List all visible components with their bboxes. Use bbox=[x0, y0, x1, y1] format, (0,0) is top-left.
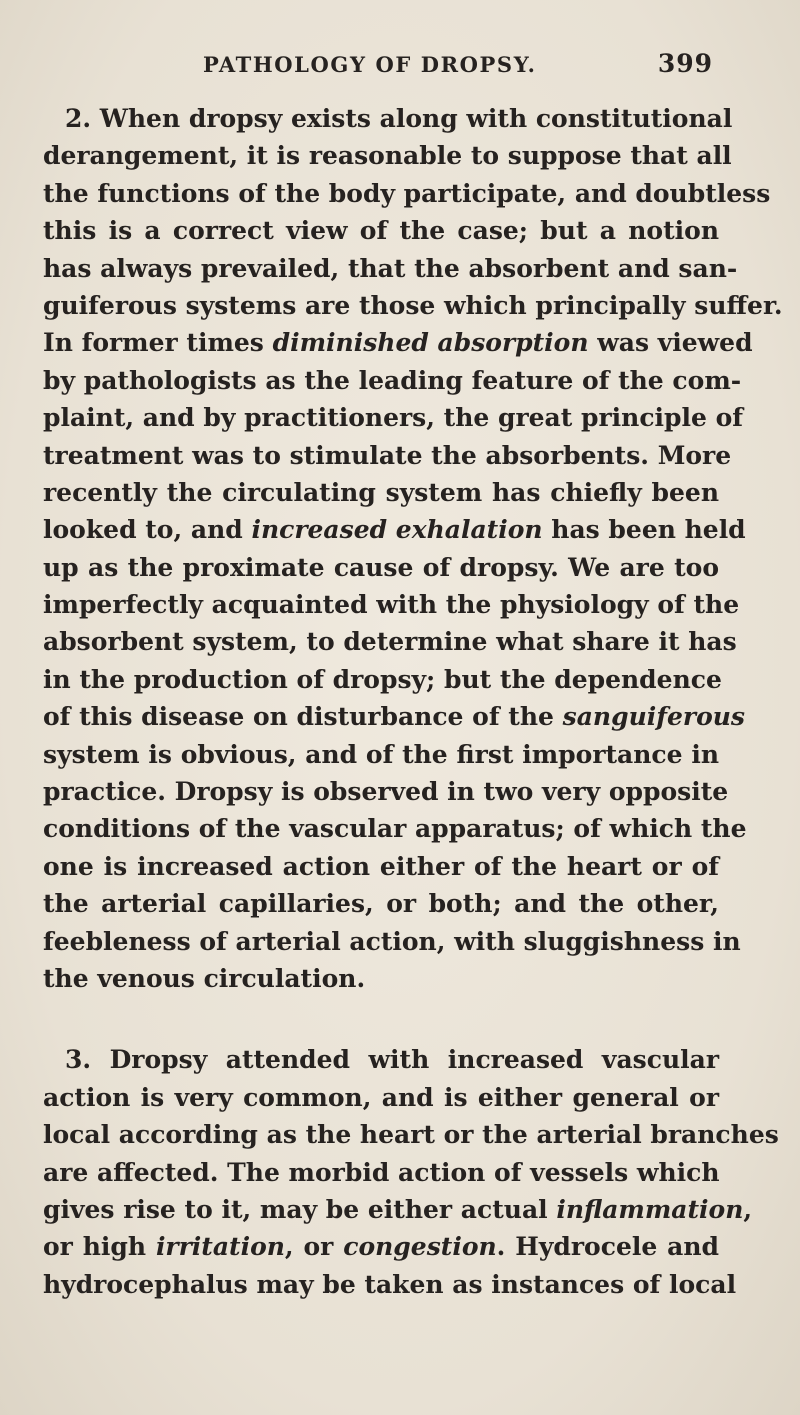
paragraph-2 bbox=[43, 100, 783, 997]
text-line: In former times diminished absorption was viewed bbox=[43, 328, 753, 358]
text-line: this is a correct view of the case; but a notion bbox=[43, 216, 719, 246]
paragraph-3 bbox=[43, 1041, 779, 1303]
text-line: gives rise to it, may be either actual inflammation, bbox=[43, 1194, 753, 1224]
text-line: action is very common, and is either general or bbox=[43, 1082, 719, 1112]
page-number: 399 bbox=[657, 49, 713, 78]
text-line: imperfectly acquainted with the physiology of the bbox=[43, 590, 740, 620]
text-line: conditions of the vascular apparatus; of which the bbox=[43, 814, 747, 844]
page-header bbox=[203, 49, 713, 82]
body-text bbox=[43, 100, 783, 1303]
text-line: in the production of dropsy; but the dependence bbox=[43, 664, 722, 694]
text-line: guiferous systems are those which principally suffer. bbox=[43, 290, 783, 320]
text-line: recently the circulating system has chiefly been bbox=[43, 477, 719, 507]
text-line: absorbent system, to determine what share it has bbox=[43, 627, 737, 657]
text-line: looked to, and increased exhalation has been held bbox=[43, 515, 746, 545]
text-line: 2. When dropsy exists along with constitutional bbox=[65, 104, 733, 133]
running-title: PATHOLOGY OF DROPSY. bbox=[203, 52, 537, 77]
text-line: derangement, it is reasonable to suppose that all bbox=[43, 141, 732, 171]
text-line: 3. Dropsy attended with increased vascular bbox=[65, 1045, 719, 1075]
text-line: of this disease on disturbance of the sanguiferous bbox=[43, 702, 746, 732]
text-line: the venous circulation. bbox=[43, 963, 366, 993]
text-line: feebleness of arterial action, with sluggishness in bbox=[43, 926, 741, 956]
text-line: up as the proximate cause of dropsy. We are too bbox=[43, 552, 719, 582]
text-line: plaint, and by practitioners, the great principle of bbox=[43, 403, 744, 433]
text-line: hydrocephalus may be taken as instances of local bbox=[43, 1269, 737, 1299]
text-line: by pathologists as the leading feature of the com- bbox=[43, 365, 742, 395]
text-line: practice. Dropsy is observed in two very opposite bbox=[43, 777, 729, 807]
text-line: the functions of the body participate, and doubtless bbox=[43, 178, 771, 208]
text-line: are affected. The morbid action of vessels which bbox=[43, 1157, 720, 1187]
text-line: the arterial capillaries, or both; and the other, bbox=[43, 889, 719, 919]
text-line: has always prevailed, that the absorbent and san- bbox=[43, 253, 738, 283]
text-line: one is increased action either of the heart or of bbox=[43, 851, 719, 881]
text-line: system is obvious, and of the first importance in bbox=[43, 739, 719, 769]
text-line: or high irritation, or congestion. Hydrocele and bbox=[43, 1232, 719, 1262]
paragraph-gap bbox=[43, 997, 719, 1041]
text-line: local according as the heart or the arterial branches bbox=[43, 1120, 779, 1150]
text-line: treatment was to stimulate the absorbents. More bbox=[43, 440, 732, 470]
